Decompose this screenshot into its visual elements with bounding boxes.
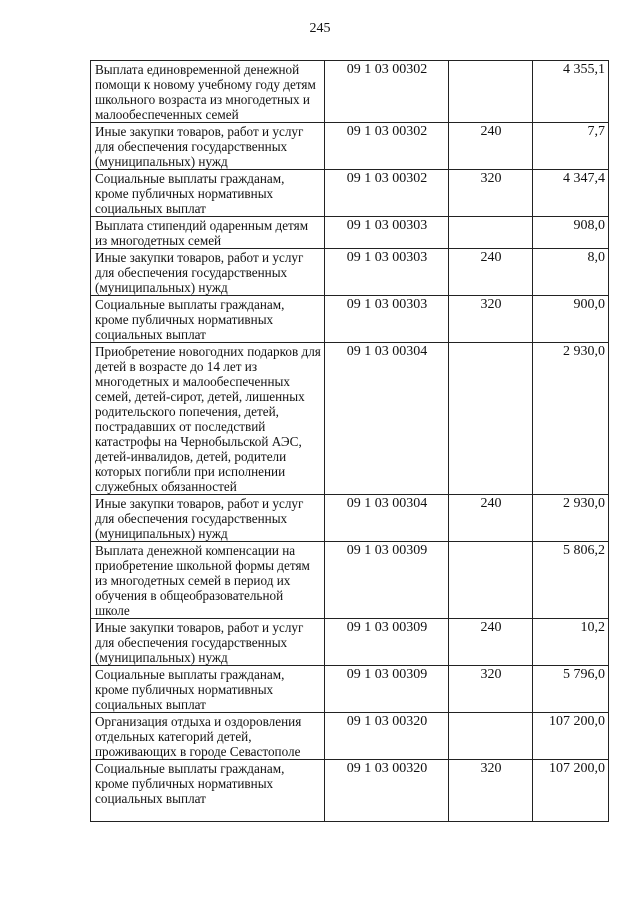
amount-cell: 4 347,4 <box>533 170 609 217</box>
item-name-cell: Выплата единовременной денежной помощи к новому учебному году детям школьного возраста из многодетных и малообеспеченных семей <box>91 61 325 123</box>
expense-type-cell: 320 <box>449 170 533 217</box>
target-code-cell: 09 1 03 00304 <box>325 495 449 542</box>
target-code-cell: 09 1 03 00302 <box>325 170 449 217</box>
expense-type-cell: 240 <box>449 495 533 542</box>
table-row <box>91 666 609 713</box>
table-row <box>91 249 609 296</box>
table-row <box>91 760 609 822</box>
target-code-cell: 09 1 03 00320 <box>325 713 449 760</box>
target-code-cell: 09 1 03 00309 <box>325 542 449 619</box>
expense-type-cell: 240 <box>449 123 533 170</box>
table-row <box>91 495 609 542</box>
item-name-cell: Организация отдыха и оздоровления отдельных категорий детей, проживающих в городе Севастополе <box>91 713 325 760</box>
table-row <box>91 542 609 619</box>
table-row <box>91 123 609 170</box>
amount-cell: 8,0 <box>533 249 609 296</box>
table-row <box>91 343 609 495</box>
target-code-cell: 09 1 03 00309 <box>325 619 449 666</box>
expense-type-cell: 240 <box>449 619 533 666</box>
item-name-cell: Иные закупки товаров, работ и услуг для обеспечения государственных (муниципальных) нужд <box>91 249 325 296</box>
item-name-cell: Иные закупки товаров, работ и услуг для обеспечения государственных (муниципальных) нужд <box>91 123 325 170</box>
budget-table-body <box>91 61 609 822</box>
expense-type-cell: 240 <box>449 249 533 296</box>
amount-cell: 908,0 <box>533 217 609 249</box>
expense-type-cell <box>449 343 533 495</box>
expense-type-cell <box>449 542 533 619</box>
expense-type-cell: 320 <box>449 296 533 343</box>
item-name-cell: Социальные выплаты гражданам, кроме публичных нормативных социальных выплат <box>91 760 325 822</box>
amount-cell: 7,7 <box>533 123 609 170</box>
item-name-cell: Социальные выплаты гражданам, кроме публичных нормативных социальных выплат <box>91 296 325 343</box>
table-row <box>91 619 609 666</box>
amount-cell: 5 806,2 <box>533 542 609 619</box>
page-number: 245 <box>309 21 331 36</box>
target-code-cell: 09 1 03 00302 <box>325 61 449 123</box>
table-row <box>91 170 609 217</box>
expense-type-cell: 320 <box>449 760 533 822</box>
item-name-cell: Выплата денежной компенсации на приобретение школьной формы детям из многодетных семей в период их обучения в общеобразовательной школе <box>91 542 325 619</box>
table-row <box>91 217 609 249</box>
expense-type-cell <box>449 217 533 249</box>
target-code-cell: 09 1 03 00303 <box>325 296 449 343</box>
item-name-cell: Социальные выплаты гражданам, кроме публичных нормативных социальных выплат <box>91 170 325 217</box>
item-name-cell: Иные закупки товаров, работ и услуг для обеспечения государственных (муниципальных) нужд <box>91 619 325 666</box>
target-code-cell: 09 1 03 00302 <box>325 123 449 170</box>
target-code-cell: 09 1 03 00304 <box>325 343 449 495</box>
amount-cell: 5 796,0 <box>533 666 609 713</box>
amount-cell: 107 200,0 <box>533 760 609 822</box>
amount-cell: 107 200,0 <box>533 713 609 760</box>
target-code-cell: 09 1 03 00320 <box>325 760 449 822</box>
table-row <box>91 296 609 343</box>
expense-type-cell <box>449 713 533 760</box>
amount-cell: 10,2 <box>533 619 609 666</box>
amount-cell: 900,0 <box>533 296 609 343</box>
target-code-cell: 09 1 03 00303 <box>325 217 449 249</box>
expense-type-cell: 320 <box>449 666 533 713</box>
amount-cell: 2 930,0 <box>533 343 609 495</box>
item-name-cell: Выплата стипендий одаренным детям из многодетных семей <box>91 217 325 249</box>
item-name-cell: Приобретение новогодних подарков для детей в возрасте до 14 лет из многодетных и малообеспеченных семей, детей-сирот, детей, лишенных родительского попечения, детей, пострадавших от последствий катастрофы на Чернобыльской АЭС, детей-инвалидов, детей, родители которых погибли при исполнении служебных обязанностей <box>91 343 325 495</box>
table-row <box>91 713 609 760</box>
item-name-cell: Иные закупки товаров, работ и услуг для обеспечения государственных (муниципальных) нужд <box>91 495 325 542</box>
budget-table <box>90 60 609 822</box>
table-row <box>91 61 609 123</box>
expense-type-cell <box>449 61 533 123</box>
target-code-cell: 09 1 03 00309 <box>325 666 449 713</box>
item-name-cell: Социальные выплаты гражданам, кроме публичных нормативных социальных выплат <box>91 666 325 713</box>
amount-cell: 4 355,1 <box>533 61 609 123</box>
target-code-cell: 09 1 03 00303 <box>325 249 449 296</box>
amount-cell: 2 930,0 <box>533 495 609 542</box>
